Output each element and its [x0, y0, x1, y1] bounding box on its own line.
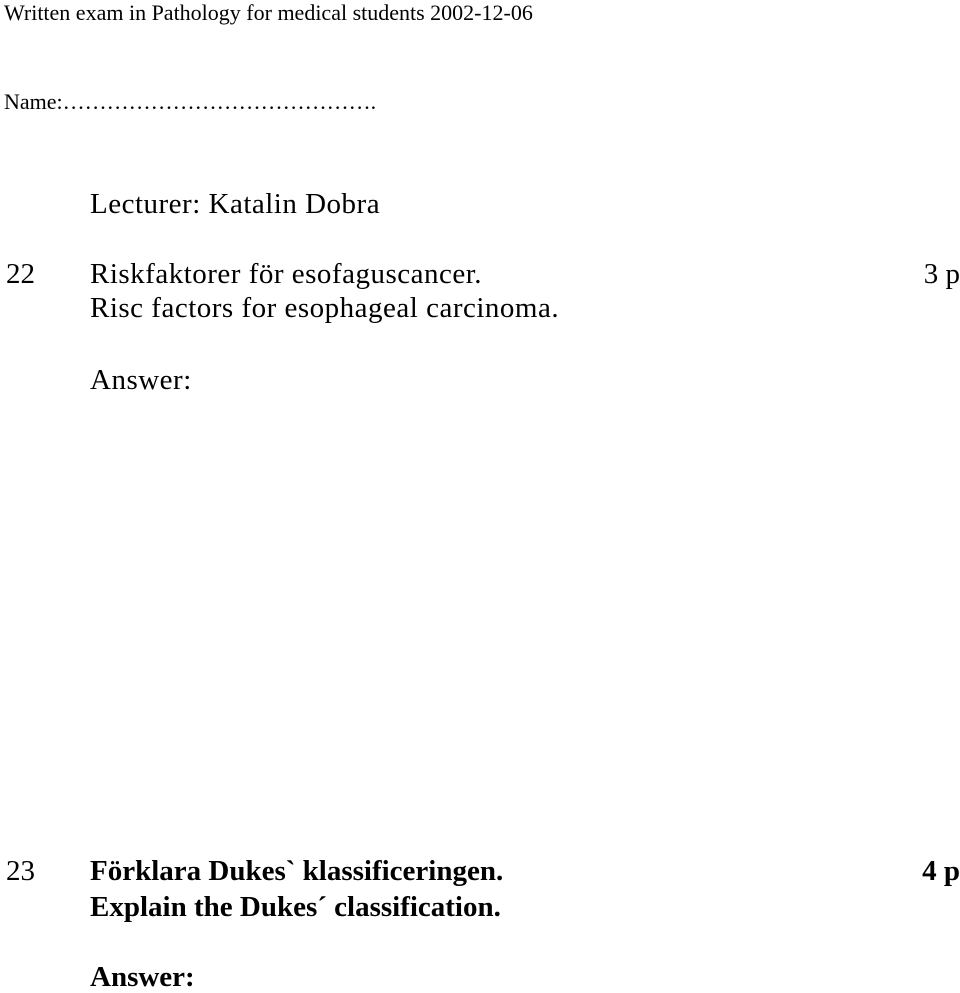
question-23-swedish: Förklara Dukes` klassificeringen.	[90, 855, 504, 887]
question-22-number: 22	[6, 258, 35, 290]
name-line	[4, 91, 376, 113]
question-22-points: 3 p	[923, 258, 960, 290]
question-23-number: 23	[6, 855, 35, 887]
lecturer-line: Lecturer: Katalin Dobra	[90, 188, 381, 220]
question-22-english: Risc factors for esophageal carcinoma.	[90, 292, 560, 324]
name-dots: …………………………………….	[62, 89, 377, 114]
name-label: Name:	[4, 89, 63, 114]
question-23-english: Explain the Dukes´ classification.	[90, 891, 501, 923]
question-23-points: 4 p	[922, 855, 960, 887]
question-22-swedish: Riskfaktorer för esofaguscancer.	[90, 258, 483, 290]
exam-title: Written exam in Pathology for medical students 2002-12-06	[4, 0, 533, 25]
question-22-answer-label: Answer:	[90, 364, 192, 396]
question-23-answer-label: Answer:	[90, 961, 195, 993]
